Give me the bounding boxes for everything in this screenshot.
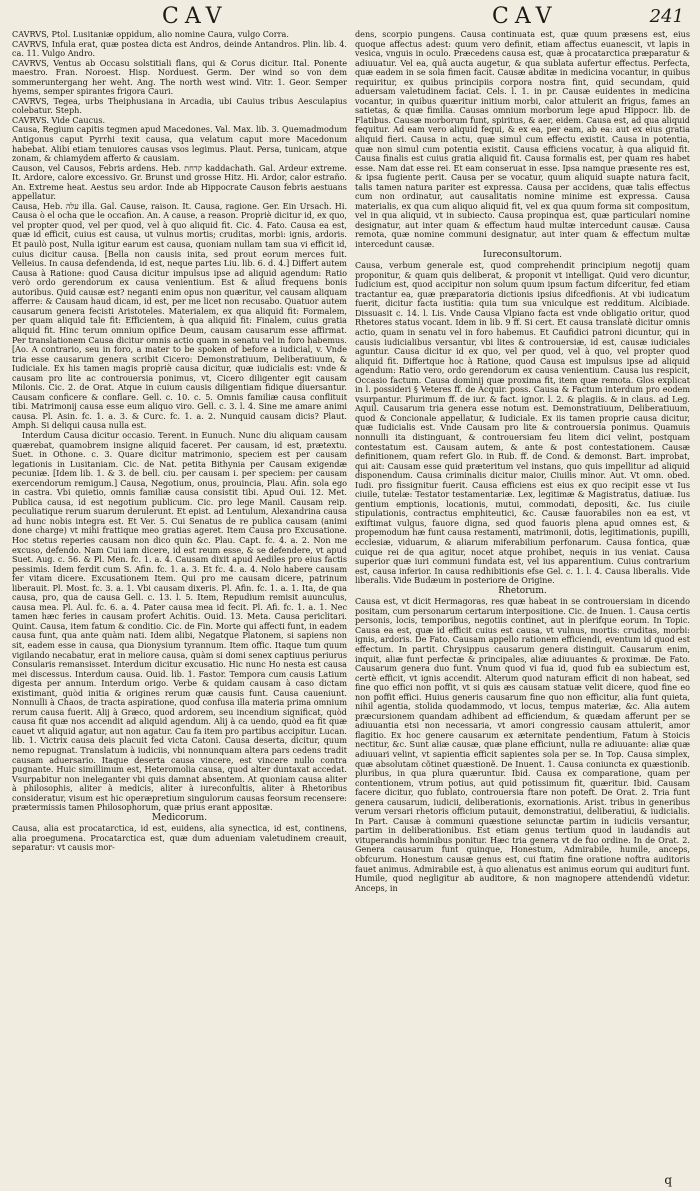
entry-paragraph: CAVRVS. Vide Caucus. [12,114,106,125]
page-number: 241 [649,6,684,27]
entry-paragraph: Causa, Heb. עלה illa. Gal. Cause, raison. It. Causa, ragione. Ger. Ein Ursach. Hi. Causa ò el ocha que le occafion. An. A cause, a reason. Propriè dicitur id, ex quo, vel propter quod, vel per quod, vel à quo aliquid fit. Cic. 4. Fato. Causa ea est, quæ id efficit, cuius est causa, ut vulnus mortis; cruditas, morbi: ignis, ardoris. Et paulò post, Nulla igitur earum est causa, quoniam nullam tam sua vi efficit id, cuius dicitur causa. [Bella non causis inita, sed prout eorum merces fuit. Velleius. In causa defendenda, id est, neque partes Liu. lib. 6. d. 4.] Differt autem Causa à Ratione: quod Causa dicitur impulsus ipse ad aliquid agendum: Ratio verò ordo gerendorum ex causa venientium. Est & aliud frequens bonis autoribus. Quid causæ est? neganti enim opus non quæritur, vel causam aliquam afferre: & Causam haud dicam, id est, per me licet non recusabo. Quatuor autem causarum genera fecisti Aristoteles. Materialem, ex qua aliquid fit: Formalem, per quam aliquid tale fit: Efficientem, à qua aliquid fit: Finalem, cuius gratia aliquid fit. Hinc terum omnium opifice Deum, causam causarum esse affirmat. Per translationem Causa dicitur omnis actio quam in senatu vel in foro habemus. [Ao. A contrario, seu in foro, a mater to be spoken of before a iudicial, v. Vnde tria esse causarum genera scribit Cicero: Demonstratiuum, Deliberatiuum, & Iudiciale. Ex his tamen magis propriè causa dicitur, quæ iudicialis est: vnde & causam pro lite ac controuersia ponimus, vt, Cicero diligenter egit causam Milonis. Cic. 2. de Orat. Atque in cuium causis diligentiam fidique diuersantur. Causam conficere & conflare. Gell. c. 10. c. 5. Omnis familiæ causa conflituit tibi. Matrimonij causa esse eum aliquo viro. Gell. c. 3. l. 4. Sine me amare animi causa. Pl. Asin. fc. 1. a. 3. & Curc. fc. 1. a. 2. Nunquid causam dicis? Plaut. Amph. Si deliqui causa nulla est. [12,200,347,431]
section-heading-medicorum: Medicorum. [151,812,208,823]
entry-paragraph: CAVRVS, Ptol. Lusitaniæ oppidum, alio nomine Caura, vulgo Corra. [12,30,289,39]
entry-paragraph: CAVRVS, Tegea, urbs Theiphusiana in Arcadia, ubi Cauius tribus Aesculapius colebatur. Steph. [12,95,347,116]
entry-paragraph: Causon, vel Causos, Febris ardens. Heb. קדחת kaddachath. Gal. Ardeur extreme. It. Ardore, calore excessivo. Gr. Brunst und grosse Hitz. Hi. Ardor, calor estraño. An. Extreme heat. Aestus seu ardor. Inde ab Hippocrate Causon febris aestuans appellatur. [12,162,347,202]
entry-paragraph: dens, scorpio pungens. Causa continuata est, quæ quum præsens est, eius quoque affectus adest: quum vero definit, etiam affectus euanescit, vt lapis in vesica, vnguis in oculo. Præcedens causa est, quæ à procatarctica præparatur & adiuuatur. Vel ea, quâ aucta augetur, & qua sublata aufertur effectus. Perfecta, quæ eadem in se sola fimen facit. Causæ abditæ in medicina vocantur, in quibus requiritur, ex quibus principiis corpora nostra fint, quid secundam, quid aduersam valetudinem faciat. Cels. l. 1. in pr. Causæ euidentes in medicina vocantur, in quibus quæritur initium morbi, calor attulerit an frigus, fames an satietas, & quæ fimilia. Causas omnium morborum lege apud Hippocr. lib. de Flatibus. Causæ morborum funt, spiritus, & aer, eidem. Causa est, ad qua aliquid fequitur. Ad eam vero aliquid fequi, & ex ea, per eam, ab ea: aut ex eius gratia aliquid fieri. Causa in actu, quæ simul cum effectu existit. Causa in potentia, quæ non simul cum potentia existit. Causa efficiens vocatur, à qua aliquid fit. Causa finalis est cuius gratia aliquid fit. Causa formalis est, per quam res habet esse. Nam dat esse rei. Et eam conseruat in esse. Ipsa namque præsente res est, & ipsa fugiente perit. Causa per se vocatur, quum aliquid suapte natura facit, talis tamen natura pariter est expressa. Causa per accidens, quæ talis effectus cum non ordinatur, aut causalitatis nomine minime est expressa. Causa materialis, ex qua cum aliquo aliquid fit, vel ex qua quum forma sit compositum, vel in qua aliquid, vt in subiecto. Causa propinqua est, quæ particulari nomine designatur, aut inter quam & effectum haud multæ intercedunt causæ. Causa remota, quæ nomine communi designatur, aut inter quam & effectum multæ intercedunt causæ. [355,30,690,250]
section-heading-rhetorum: Rhetorum. [498,585,547,596]
page-header [12,4,690,30]
entry-paragraph: Causa, alia est procatarctica, id est, euidens, alia synectica, id est, continens, alia proegumena. Procatarctica est, quæ dum adueniam valetudinem creauit, separatur: vt causis mor- [12,823,347,853]
text-columns [12,30,690,1180]
entry-paragraph: CAVRVS, Ventus ab Occasu solstitiali flans, qui & Corus dicitur. Ital. Ponente maestro. Fran. Noroest. Hisp. Norduest. Germ. Der wind so von dem sommeruntergang her weht. Ang. The north west wind. Vitr. 1. Geor. Semper hyems, semper spirantes frigora Cauri. [12,57,347,97]
signature-mark: q [664,1173,672,1187]
entry-paragraph: Causa est, vt dicit Hermagoras, res quæ habeat in se controuersiam in dicendo positam, cum personarum certarum interpositione. Cic. de Inuen. 1. Causa certis personis, locis, temporibus, negotiis continet, aut in plerifque eorum. In Topic. Causa ea est, quæ id efficit cuius est causa, vt vulnus, mortis: cruditas, morbi: ignis, ardoris. De Fato. Causam appello rationem efficiendi, eventum id quod est effectum. In partit. Chrysippus causarum genera distinguit. Causarum enim, inquit, aliæ funt perfectæ & principales, aliæ adiuuantes & proximæ. De Fato. Causarum genera duo funt. Vnum quod vi fua id, quod fub ea subiectum est, certè efficit, vt ignis accendit. Alterum quod naturam efficit di non habeat, sed fine quo effici non poffit, vt si quis æs causam statuæ velit dicere, quod fine eo non poffit effici. Huius generis causarum fine quo non efficitur, alia funt quieta, nihil agentia, stolida quodammodo, vt locus, tempus materiæ, &c. Alia autem præcursionem quandam adhibent ad efficiendum, & quædam afferunt per se adiuuantia etsi non necessaria, vt amori congressio causam attulerit, amor flagitio. Ex hoc genere causarum ex æternitate pendentium, Fatum à Stoicis nectitur, &c. Sunt aliæ causæ, quæ plane efficiunt, nulla re adiuuante: aliæ quæ adiuuari velint, vt sapientia efficit sapientes sola per se. In Top. Causa simplex, quæ absolutam cõtinet quæstionẽ. De Inuent. 1. Causa coniuncta ex quæstionib. pluribus, in qua plura quæruntur. Ibid. Causa ex comparatione, quam per contentionem, vtrum potius, aut quid potissimum fit, quæritur. Ibid. Causam facere dicitur, quo fublato, controuersia ftare non poteft. De Orat. 2. Tria funt genera causarum, iudicii, deliberationis, exornationis. Arist. tribus in generibus verum versari rhetoris officium putauit, demonstratiui, deliberatiui, & iudicialis. In Part. Causæ à communi quæstione seiunctæ partim in iudiciis versantur, partim in deliberationibus. Est etiam genus tertium quod in laudandis aut vituperandis hominibus ponitur. Hæc tria genera vt de fuo ordine. In de Orat. 2. Genera causarum funt quinque, Honestum, Admirabile, humile, anceps, obfcurum. Honestum causæ genus est, cui ftatim fine oratione noftra auditoris fauet animus. Admirabile est, à quo alienatus est animus eorum qui audituri funt. Humile, quod negligitur ab auditore, & non magnopere attendendū videtur. Anceps, in [355,596,690,893]
column-left [12,30,347,1180]
entry-paragraph: Interdum Causa dicitur occasio. Terent. in Eunuch. Nunc diu aliquam causam quærebat, quamobrem insigne aliquid faceret. Per causam, id est, prætextu. Suet. in Othone. c. 3. Quare dicitur matrimonio, speciem est per causam legationis in Lusitaniam. Cic. de Nat. petita Bithynia per Causam exigendæ pecuniæ. [Idem lib. 1. & 3. de bell. ciu. per causam i. per speciem: per causam exercendorum remigum.] Causa, Negotium, onus, prouincia, Plau. Afin. sola ego in castra. Vbi quietio, omnis familiæ causa consistit tibi. Apud Oui. 12. Met. Publica causa, id est negotium publicum. Cic. pro lege Manil. Causam reip. peculiatique rerum suarum derulerunt. Et epist. ad Lentulum, Alexandrina causa ad hunc nobis integra est. Et Ver. 5. Cui Senatus de re publica causam (animi done charge) vt mihi frattique meo gratias ageret. Item Causa pro Excusatione. Hoc stetus reperies causam non dico quin &c. Plau. Capt. fc. 4. a. 2. Non me excuso, defendo. Nam Cui iam dicere, id est reum esse, & se defendere, vt apud Suet. Aug. c. 56. & Pl. Men. fc. 1. a. 4. Causam dixit apud Aediles pro eius factis pessimis. Idem ferdit cum S. Afin. fc. 1. a. 3. Et fc. 4. a. 4. Nolo habere causam fer vitam dicere. Excusationem Item. Qui pro me causam dicere, patrinum liberauit. Pl. Most. fc. 3. a. 1. Vbi causam dixeris. Pl. Afin. fc. 1. a. 1. Ita, de qua causa, pro, qua de causa Gell. c. 13. l. 5. Item, Repudium remisit auunculus, causa mea. Pl. Aul. fc. 6. a. 4. Pater causa mea id fecit. Pl. Afi. fc. 1. a. 1. Nec tamen hæc feries in causam profert Achitis. Ouid. 13. Meta. Causa periclitari. Quint. Causa, item fatum & conditio. Cic. de Fin. Morte qui affecti funt, in eadem causa funt, qua ante quàm nati. Idem alibi, Negatque Platonem, si sapiens non sit, eadem esse in causa, qua Dionysium tyrannum. Item offic. Itaque tum quum vigilando necabatur, erat in meliore causa, quàm si domi senex captiuus periurus Consularis remansisset. Interdum dicitur excusatio. Hic nunc Ho nesta est causa mei discessus. Interdum causa. Ouid. lib. 1. Fastor. Tempora cum causis Latium digesta per annum. Interdum origo. Verbe & quidam causam à caso dictam existimant, quòd initia & origines rerum quæ causis funt. Causa caueniunt. Nonnulli à Chaos, de tracta aspiratione, quod confusa illa materia prima omnium rerum causa fuerit. Alij à Græco, quod ardorem, seu incendium significat, quòd causa fit quæ nos accendit ad aliquid agendum. Alij à ca uendo, quòd ea fit quæ cauet vt aliquid agatur, aut non agatur. Cau fa item pro partibus accipitur. Lucan. lib. 1. Victrix causa deis placuit fed victa Catoni. Causa deserta, dicitur, quum nemo repugnat. Translatum à iudiciis, vbi nonnunquam altera pars cedens tradit causam aduersario. Itaque deserta causa vincere, est vincere nullo contra pugnante. Huic simillimum est, Heteromolia causa, quod alter duntaxat accedat. Vsurpabitur non ineleganter vbi quis damnat absentem. At quoniam causa aliter à philosophis, aliter à medicis, aliter à iureconfultis, aliter à Rhetoribus consideratur, visum est hic operæpretium singulorum causas feorsum recensere: prætermissis tamen Philosophorum, quæ prius erant appositæ. [12,429,347,813]
entry-paragraph: Causa, Regium capitis tegmen apud Macedones. Val. Max. lib. 3. Quemadmodum Antigonus caput Pyrrhi texit causa, qua velatum caput more Macedonum habebat. Alibi etiam tenuiores causas vsos legimus. Plaut. Persa, tunicam, atque zonam, & chiamydem afferto & causiam. [12,124,347,164]
column-right [355,30,690,1180]
section-heading-iureconsultorum: Iureconsultorum. [482,249,563,260]
running-title-right: CAV [492,4,558,29]
entry-paragraph: Causa, verbum generale est, quod comprehendit principium negotij quam proponitur, & quam quis deliberat, & proponit vt intelligat. Quid vero dicuntur, Iudicium est, quod accipitur non solum quum ipsum factum difceritur, fed etiam tractantur ea, quæ præparatoria dictionis ipsius difcedfionis. At vbi iudicatum fuerit, dicitur facta iustitia: quia tum sua vniculque est redditum. Alcibiade. Dissuasit c. 14. l. Lis. Vnde Causa Vlpiano facta est vnde obligatio oritur, quod Rhetores status vocant. Idem in lib. 9 ff. Si cert. Et causa translatè dicitur omnis actio, quam in senatu vel in foro habemus. Et Caufidici patroni dicuntur, qui in causis iudicialibus versantur, vbi lites & controuersiæ, id est, causæ iudiciales aguntur. Causa dicitur id ex quo, vel per quod, vel à quo, vel propter quod aliquid fit. Differtque hoc à Ratione, quod Causa est impulsus ipse ad aliquid agendum: Ratio vero, ordo gerendorum ex causa venientium. Causa ius respicit, Occasio factum. Causa dominij quæ proxima fit, item quæ remota. Glos explicat in l. possideri § Veteres ff. de Acquir. poss. Causa & Factum interdum pro eodem vsurpantur. Plurimum ff. de iur. & fact. ignor. l. 2. & plagiis. & in claus. ad Leg. Aquil. Causarum tria genera esse notum est. Demonstratiuum, Deliberatiuum, quod & Concionale appellatur, & Iudiciale. Ex iis tamen proprie causa dicitur, quæ Iudicialis est. Vnde Causam pro lite & controuersia ponimus. Quamuis nonnulli ita distinguant, & controuersiam feu litem dici velint, postquam contestatum est. Causam autem, & ante & post contestationem. Causæ definitionem, quam refert Glo. in Rub. ff. de Cond. & demonst. Bart. improbat, qui ait: Causam esse quid præteritum vel instans, quo quis impellitur ad aliquid disponendum. Causa criminalis dicitur maior, Ciuilis minor. Aut. Vt omn. obed. Iudi. pro fissignitur fuerit. Causa efficiens est eius ex quo recipit esse vt Ius ciuile, tutelæ: Testator testamentariæ. Lex, legitimæ & Magistratus, datiuæ. Ius gentium emptionis, locationis, mutui, commodati, depositi, &c. Ius ciuile stipulationis, contractus emphiteutici, &c. Causæ fauorabiles non ea est, vt exiftimat vulgus, fauore digna, sed quod fauoris plena apud omnes est, & propemodum hæ funt causa restamenti, matrimonii, dotis, legitimationis, pupilli, ecclesiæ, viduarum, & aliarum miferabilium perfonarum. Causa fontica, quæ cuique rei de qua agitur, nocet atque prohibet, nequis in ius veniat. Causa superior quæ iuri communi fundata est, vel ius apparentium. Cuius contrarium est, causa inferior. In causa redhibitionis efse Gel. c. 1. l. 4. Causa liberalis. Vide liberalis. Vide Budæum in posteriore de Origine. [355,260,690,586]
running-title-left: CAV [162,4,228,29]
entry-paragraph: CAVRVS, Infula erat, quæ postea dicta est Andros, deinde Antandros. Plin. lib. 4. ca. 11. Vulgo Andro. [12,38,347,59]
